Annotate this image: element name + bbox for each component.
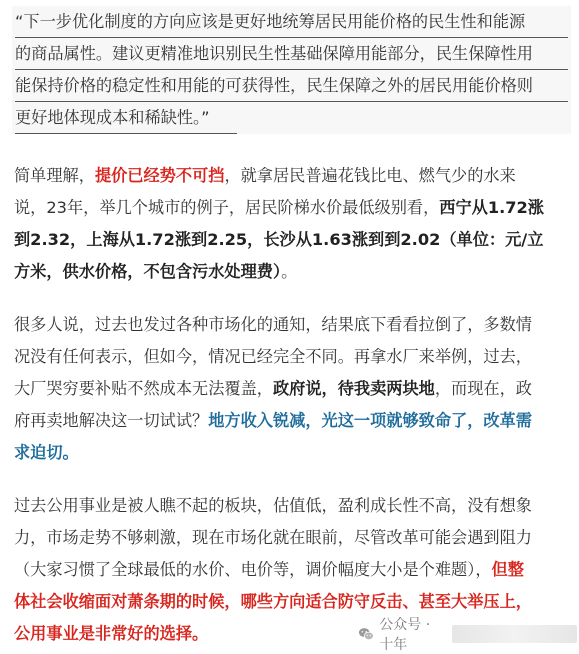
highlight-bold: 上海从1.72涨到2.25， bbox=[86, 230, 264, 249]
quote-line: “下一步优化制度的方向应该是更好地统筹居民用能价格的民生性和能源 bbox=[15, 6, 568, 38]
text-line bbox=[14, 160, 566, 192]
highlight-blue: 求迫切。 bbox=[14, 443, 79, 462]
text-span: 简单理解， bbox=[14, 166, 95, 185]
text-span: ，而现在，政 bbox=[434, 379, 532, 398]
highlight-bold: 西宁从1.72涨 bbox=[439, 198, 544, 217]
text-line: 很多人说，过去也发过各种市场化的通知，结果底下看看拉倒了，多数情 bbox=[14, 315, 532, 334]
text-line bbox=[14, 192, 566, 224]
highlight-blue: 地方收入锐减，光这一项就够致命了，改革需 bbox=[208, 411, 532, 430]
text-span: 说，23年，举几个城市的例子，居民阶梯水价最低级别看， bbox=[14, 198, 440, 217]
text-line: 力，市场走势不够刺激，现在市场化就在眼前，尽管改革可能会遇到阻力 bbox=[14, 528, 532, 547]
text-span: ，就拿居民普遍花钱比电、燃气少的水来 bbox=[224, 166, 516, 185]
quote-line: 能保持价格的稳定性和用能的可获得性，民生保障之外的居民用能价格则 bbox=[15, 70, 568, 102]
paragraph-market-reform bbox=[14, 309, 566, 469]
text-line bbox=[14, 256, 566, 288]
wechat-icon bbox=[357, 623, 375, 645]
highlight-bold: 长沙从1.63涨到到2.02 bbox=[263, 230, 441, 249]
text-line bbox=[14, 224, 566, 256]
quote-block bbox=[12, 6, 571, 134]
watermark-label: 公众号 · 十年 bbox=[379, 617, 431, 653]
highlight-bold: 到2.32， bbox=[14, 230, 87, 249]
text-line: 公用事业是非常好的选择。 bbox=[14, 624, 209, 643]
text-span: 大厂哭穷要补贴不然成本无法覆盖， bbox=[14, 379, 273, 398]
text-span: 。 bbox=[281, 262, 298, 281]
text-line: 体社会收缩面对萧条期的时候，哪些方向适合防守反击、甚至大举压上， bbox=[14, 592, 532, 611]
text-line bbox=[14, 405, 566, 437]
text-line bbox=[14, 554, 566, 586]
highlight-bold: 政府说，待我卖两块地 bbox=[273, 379, 435, 398]
highlight-bold: （单位：元/立 bbox=[440, 230, 544, 249]
highlight-red: 提价已经势不可挡 bbox=[94, 166, 225, 185]
text-span: 府再卖地解决这一切试试？ bbox=[14, 411, 209, 430]
text-line: 况没有任何表示，但如今，情况已经完全不同。再拿水厂来举例，过去， bbox=[14, 347, 532, 366]
paragraph-price-rise bbox=[14, 160, 566, 288]
text-span: （大家习惯了全球最低的水价、电价等，调价幅度大小是个难题）， bbox=[14, 560, 492, 579]
highlight-bold: 方米，供水价格，不包含污水处理费） bbox=[14, 262, 282, 281]
quote-line: 更好地体现成本和稀缺性。” bbox=[15, 102, 237, 134]
text-line: 过去公用事业是被人瞧不起的板块，估值低，盈利成长性不高，没有想象 bbox=[14, 496, 532, 515]
quote-line: 的商品属性。建议更精准地识别民生性基础保障用能部分，民生保障性用 bbox=[15, 38, 568, 70]
watermark bbox=[355, 614, 579, 654]
highlight-red: 但整 bbox=[491, 560, 524, 579]
text-line bbox=[14, 437, 566, 469]
blurred-account-name bbox=[452, 625, 577, 643]
text-line bbox=[14, 373, 566, 405]
